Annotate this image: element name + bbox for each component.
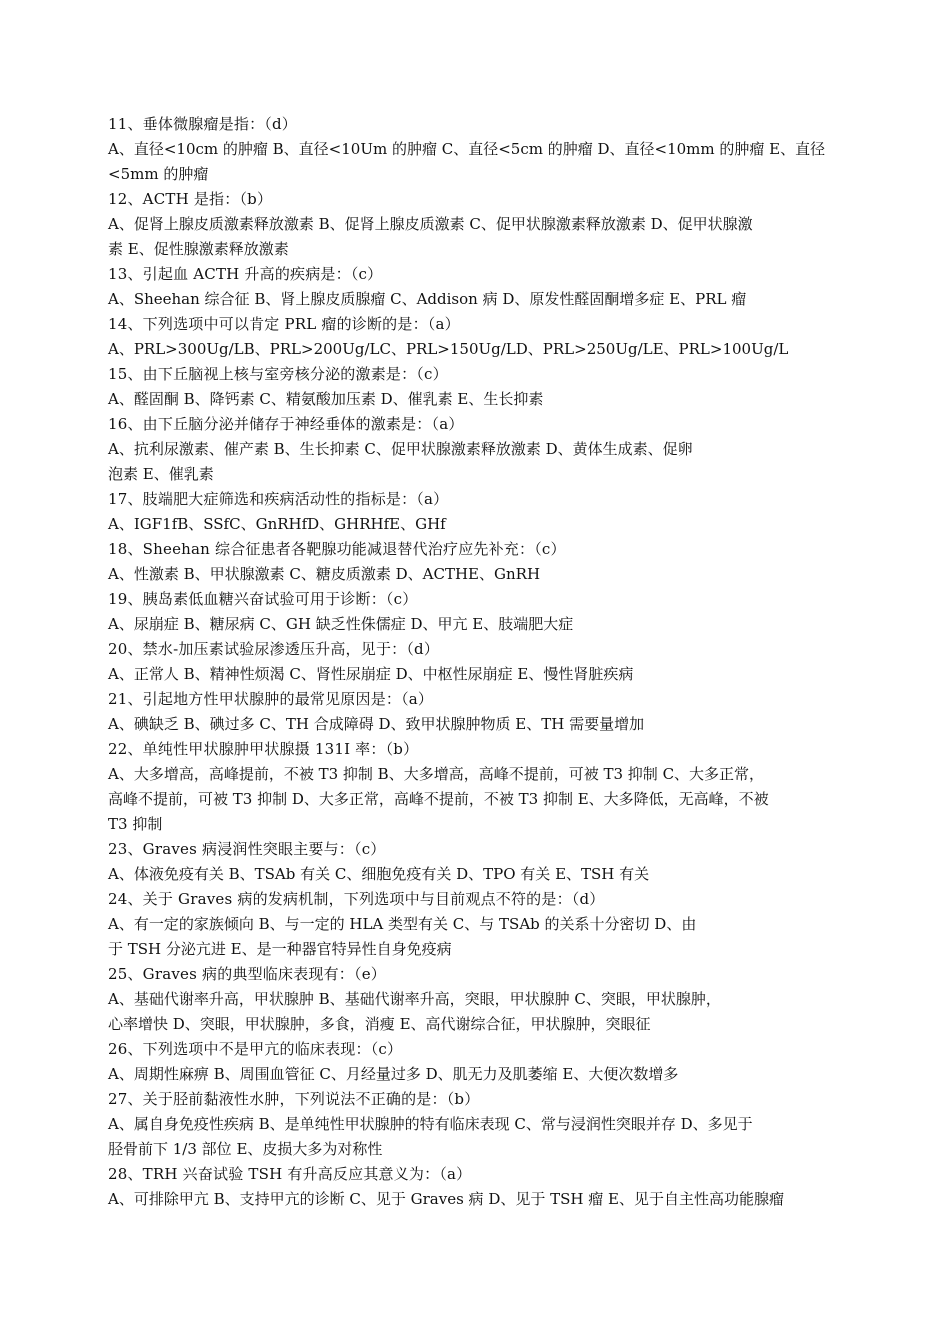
options-text: 胫骨前下 1/3 部位 E、皮损大多为对称性 [108,1140,383,1158]
question-block [108,312,842,362]
options-text: A、IGF1fB、SSfC、GnRHfD、GHRHfE、GHf [108,515,446,533]
options-text: A、抗利尿激素、催产素 B、生长抑素 C、促甲状腺激素释放激素 D、黄体生成素、促卵 [108,440,693,458]
options-text: T3 抑制 [108,815,163,833]
question-block [108,362,842,412]
options-text: 高峰不提前，可被 T3 抑制 D、大多正常，高峰不提前，不被 T3 抑制 E、大多降低，无高峰，不被 [108,790,769,808]
question-text: 16、由下丘脑分泌并储存于神经垂体的激素是：（a） [108,415,464,433]
question-text: 28、TRH 兴奋试验 TSH 有升高反应其意义为：（a） [108,1165,472,1183]
options-text: A、碘缺乏 B、碘过多 C、TH 合成障碍 D、致甲状腺肿物质 E、TH 需要量增加 [108,715,645,733]
question-text: 26、下列选项中不是甲亢的临床表现：（c） [108,1040,403,1058]
question-block [108,887,842,962]
question-text: 22、单纯性甲状腺肿甲状腺摄 131I 率：（b） [108,740,419,758]
question-text: 23、Graves 病浸润性突眼主要与：（c） [108,840,386,858]
options-text: A、大多增高，高峰提前，不被 T3 抑制 B、大多增高，高峰不提前，可被 T3 抑制 C、大多正常， [108,765,765,783]
question-block [108,262,842,312]
options-text: A、尿崩症 B、糖尿病 C、GH 缺乏性侏儒症 D、甲亢 E、肢端肥大症 [108,615,574,633]
question-text: 18、Sheehan 综合征患者各靶腺功能减退替代治疗应先补充：（c） [108,540,566,558]
options-text: A、体液免疫有关 B、TSAb 有关 C、细胞免疫有关 D、TPO 有关 E、TSH 有关 [108,865,650,883]
question-block [108,962,842,1037]
options-text: A、Sheehan 综合征 B、肾上腺皮质腺瘤 C、Addison 病 D、原发性醛固酮增多症 E、PRL 瘤 [108,290,747,308]
question-block [108,1162,842,1212]
question-block [108,1087,842,1162]
question-block [108,487,842,537]
options-text: A、促肾上腺皮质激素释放激素 B、促肾上腺皮质激素 C、促甲状腺激素释放激素 D、促甲状腺激 [108,215,753,233]
question-block [108,412,842,487]
options-text: A、直径<10cm 的肿瘤 B、直径<10Um 的肿瘤 C、直径<5cm 的肿瘤 D、直径<10mm 的肿瘤 E、直径 [108,140,826,158]
question-text: 12、ACTH 是指：（b） [108,190,273,208]
options-text: A、性激素 B、甲状腺激素 C、糖皮质激素 D、ACTHE、GnRH [108,565,541,583]
question-text: 17、肢端肥大症筛选和疾病活动性的指标是：（a） [108,490,449,508]
options-text: A、周期性麻痹 B、周围血管征 C、月经量过多 D、肌无力及肌萎缩 E、大便次数增多 [108,1065,679,1083]
question-text: 11、垂体微腺瘤是指：（d） [108,115,297,133]
options-text: A、基础代谢率升高，甲状腺肿 B、基础代谢率升高，突眼，甲状腺肿 C、突眼，甲状腺肿， [108,990,721,1008]
question-block [108,737,842,837]
question-text: 14、下列选项中可以肯定 PRL 瘤的诊断的是：（a） [108,315,460,333]
question-text: 24、关于 Graves 病的发病机制，下列选项中与目前观点不符的是：（d） [108,890,605,908]
question-text: 21、引起地方性甲状腺肿的最常见原因是：（a） [108,690,434,708]
options-text: A、正常人 B、精神性烦渴 C、肾性尿崩症 D、中枢性尿崩症 E、慢性肾脏疾病 [108,665,634,683]
options-text: A、可排除甲亢 B、支持甲亢的诊断 C、见于 Graves 病 D、见于 TSH 瘤 E、见于自主性高功能腺瘤 [108,1190,784,1208]
question-text: 13、引起血 ACTH 升高的疾病是：（c） [108,265,383,283]
options-text: 素 E、促性腺激素释放激素 [108,240,289,258]
question-text: 25、Graves 病的典型临床表现有：（e） [108,965,386,983]
question-text: 19、胰岛素低血糖兴奋试验可用于诊断：（c） [108,590,418,608]
options-text: 泡素 E、催乳素 [108,465,214,483]
options-text: 心率增快 D、突眼，甲状腺肿，多食，消瘦 E、高代谢综合征，甲状腺肿，突眼征 [108,1015,651,1033]
options-text: A、PRL>300Ug/LB、PRL>200Ug/LC、PRL>150Ug/LD、PRL>250Ug/LE、PRL>100Ug/L [108,340,789,358]
question-block [108,587,842,637]
question-text: 15、由下丘脑视上核与室旁核分泌的激素是：（c） [108,365,448,383]
question-block [108,1037,842,1087]
question-block [108,187,842,262]
options-text: A、属自身免疫性疾病 B、是单纯性甲状腺肿的特有临床表现 C、常与浸润性突眼并存 D、多见于 [108,1115,753,1133]
question-text: 27、关于胫前黏液性水肿，下列说法不正确的是：（b） [108,1090,480,1108]
options-text: A、醛固酮 B、降钙素 C、精氨酸加压素 D、催乳素 E、生长抑素 [108,390,544,408]
question-block [108,537,842,587]
question-block [108,837,842,887]
question-block [108,637,842,687]
question-block [108,687,842,737]
options-text: <5mm 的肿瘤 [108,165,209,183]
options-text: 于 TSH 分泌亢进 E、是一种器官特异性自身免疫病 [108,940,452,958]
question-block [108,112,842,187]
options-text: A、有一定的家族倾向 B、与一定的 HLA 类型有关 C、与 TSAb 的关系十分密切 D、由 [108,915,697,933]
question-text: 20、禁水-加压素试验尿渗透压升高，见于：（d） [108,640,440,658]
